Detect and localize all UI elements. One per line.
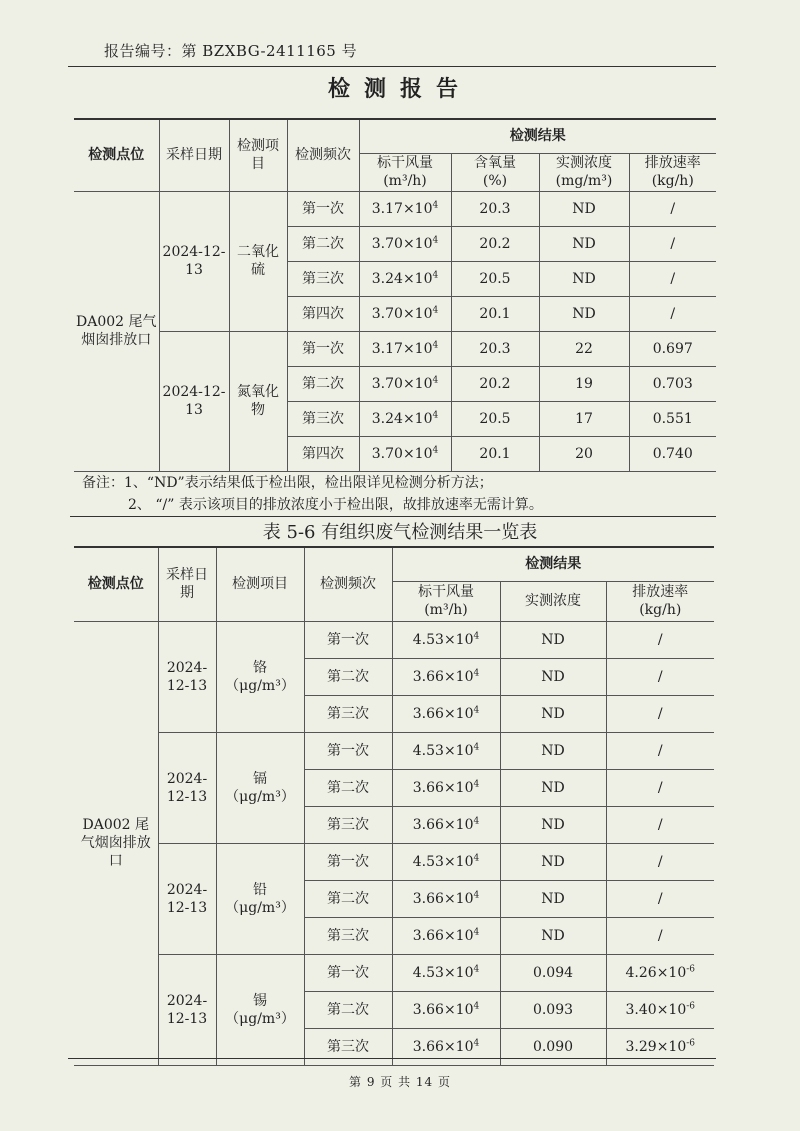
flow-cell: $3.70\times 10^4$ bbox=[359, 296, 451, 331]
frequency-cell: 第三次 bbox=[304, 917, 392, 954]
table-caption: 表 5-6 有组织废气检测结果一览表 bbox=[262, 522, 538, 543]
header-rule bbox=[68, 66, 716, 67]
flow-cell: $3.66\times 10^4$ bbox=[392, 1028, 500, 1065]
item-cell: 镉 （μg/m³） bbox=[216, 732, 304, 843]
rate-cell: 0.697 bbox=[629, 331, 716, 366]
frequency-cell: 第三次 bbox=[304, 1028, 392, 1065]
header-oxygen-unit: (%) bbox=[482, 173, 508, 189]
header-rate bbox=[606, 581, 714, 621]
rate-cell: / bbox=[606, 880, 714, 917]
header-frequency: 检测频次 bbox=[287, 119, 359, 191]
flow-cell: $3.17\times 10^4$ bbox=[359, 331, 451, 366]
oxygen-cell: 20.5 bbox=[451, 401, 539, 436]
header-flow bbox=[392, 581, 500, 621]
rate-cell: / bbox=[606, 843, 714, 880]
rate-cell: / bbox=[629, 261, 716, 296]
date-cell: 2024-12-13 bbox=[159, 331, 229, 471]
flow-cell: $3.24\times 10^4$ bbox=[359, 401, 451, 436]
concentration-cell: ND bbox=[539, 261, 629, 296]
header-flow-label: 标干风量 bbox=[377, 155, 433, 171]
date-cell: 2024-12-13 bbox=[158, 843, 216, 954]
oxygen-cell: 20.1 bbox=[451, 296, 539, 331]
header-item: 检测项目 bbox=[229, 119, 287, 191]
frequency-cell: 第三次 bbox=[287, 261, 359, 296]
report-number: 报告编号：第 BZXBG-2411165 号 bbox=[104, 42, 358, 60]
header-results: 检测结果 bbox=[359, 119, 716, 153]
rate-cell: / bbox=[606, 732, 714, 769]
oxygen-cell: 20.2 bbox=[451, 366, 539, 401]
flow-cell: $3.70\times 10^4$ bbox=[359, 366, 451, 401]
flow-cell: $4.53\times 10^4$ bbox=[392, 621, 500, 658]
date-cell: 2024-12-13 bbox=[158, 954, 216, 1065]
frequency-cell: 第一次 bbox=[287, 191, 359, 226]
header-location: 检测点位 bbox=[74, 119, 159, 191]
header-frequency: 检测频次 bbox=[304, 547, 392, 621]
header-oxygen-label: 含氧量 bbox=[474, 155, 516, 171]
date-cell: 2024-12-13 bbox=[158, 621, 216, 732]
concentration-cell: ND bbox=[500, 769, 606, 806]
concentration-cell: ND bbox=[500, 621, 606, 658]
results-table-1 bbox=[74, 118, 716, 472]
frequency-cell: 第三次 bbox=[304, 806, 392, 843]
concentration-cell: ND bbox=[500, 658, 606, 695]
concentration-cell: ND bbox=[500, 917, 606, 954]
oxygen-cell: 20.1 bbox=[451, 436, 539, 471]
date-cell: 2024-12-13 bbox=[159, 191, 229, 331]
rate-cell: 0.703 bbox=[629, 366, 716, 401]
frequency-cell: 第四次 bbox=[287, 436, 359, 471]
concentration-cell: 0.093 bbox=[500, 991, 606, 1028]
frequency-cell: 第二次 bbox=[304, 880, 392, 917]
frequency-cell: 第二次 bbox=[304, 769, 392, 806]
concentration-cell: ND bbox=[500, 880, 606, 917]
item-cell: 铅 （μg/m³） bbox=[216, 843, 304, 954]
flow-cell: $3.66\times 10^4$ bbox=[392, 917, 500, 954]
rate-cell: / bbox=[606, 658, 714, 695]
rate-cell: / bbox=[606, 695, 714, 732]
note-line-2: 2、 “/” 表示该项目的排放浓度小于检出限，故排放速率无需计算。 bbox=[128, 497, 543, 513]
item-cell: 二氧化硫 bbox=[229, 191, 287, 331]
rate-cell: $3.29\times 10^{-6}$ bbox=[606, 1028, 714, 1065]
footer-rule bbox=[68, 1058, 716, 1059]
flow-cell: $3.66\times 10^4$ bbox=[392, 658, 500, 695]
concentration-cell: ND bbox=[539, 191, 629, 226]
frequency-cell: 第一次 bbox=[304, 954, 392, 991]
flow-cell: $3.66\times 10^4$ bbox=[392, 695, 500, 732]
table-row bbox=[74, 843, 714, 880]
concentration-cell: 0.094 bbox=[500, 954, 606, 991]
oxygen-cell: 20.3 bbox=[451, 191, 539, 226]
frequency-cell: 第三次 bbox=[304, 695, 392, 732]
oxygen-cell: 20.2 bbox=[451, 226, 539, 261]
header-rate-label: 排放速率 bbox=[632, 584, 689, 600]
rate-cell: / bbox=[606, 769, 714, 806]
header-flow bbox=[359, 153, 451, 191]
header-flow-unit: (m³/h) bbox=[383, 173, 427, 189]
concentration-cell: ND bbox=[539, 226, 629, 261]
header-conc-unit: (mg/m³) bbox=[555, 173, 613, 189]
flow-cell: $3.66\times 10^4$ bbox=[392, 880, 500, 917]
rate-cell: 0.551 bbox=[629, 401, 716, 436]
results-table-2 bbox=[74, 546, 714, 1066]
table-row bbox=[74, 331, 716, 366]
rate-cell: / bbox=[629, 226, 716, 261]
flow-cell: $3.17\times 10^4$ bbox=[359, 191, 451, 226]
item-cell: 铬 （μg/m³） bbox=[216, 621, 304, 732]
frequency-cell: 第一次 bbox=[304, 732, 392, 769]
rate-cell: / bbox=[606, 806, 714, 843]
header-item: 检测项目 bbox=[216, 547, 304, 621]
flow-cell: $3.66\times 10^4$ bbox=[392, 769, 500, 806]
table-row bbox=[74, 732, 714, 769]
header-oxygen bbox=[451, 153, 539, 191]
concentration-cell: 19 bbox=[539, 366, 629, 401]
rate-cell: / bbox=[606, 917, 714, 954]
frequency-cell: 第一次 bbox=[304, 843, 392, 880]
flow-cell: $4.53\times 10^4$ bbox=[392, 954, 500, 991]
header-flow-unit: (m³/h) bbox=[424, 602, 468, 618]
location-cell: DA002 尾气烟囱排放口 bbox=[74, 621, 158, 1065]
header-location: 检测点位 bbox=[74, 547, 158, 621]
header-rate-unit: (kg/h) bbox=[651, 173, 694, 189]
rate-cell: / bbox=[629, 296, 716, 331]
flow-cell: $4.53\times 10^4$ bbox=[392, 732, 500, 769]
header-flow-label: 标干风量 bbox=[418, 584, 474, 600]
item-cell: 氮氧化物 bbox=[229, 331, 287, 471]
table-row bbox=[74, 954, 714, 991]
flow-cell: $3.24\times 10^4$ bbox=[359, 261, 451, 296]
frequency-cell: 第一次 bbox=[304, 621, 392, 658]
header-rate-unit: (kg/h) bbox=[639, 602, 682, 618]
rate-cell: $4.26\times 10^{-6}$ bbox=[606, 954, 714, 991]
header-results: 检测结果 bbox=[392, 547, 714, 581]
concentration-cell: ND bbox=[500, 843, 606, 880]
rate-cell: $3.40\times 10^{-6}$ bbox=[606, 991, 714, 1028]
page-number: 第 9 页 共 14 页 bbox=[349, 1075, 451, 1089]
table-row bbox=[74, 191, 716, 226]
header-conc-label: 实测浓度 bbox=[556, 155, 612, 171]
note-line-1: 备注：1、“ND”表示结果低于检出限，检出限详见检测分析方法； bbox=[82, 475, 493, 491]
header-rate-label: 排放速率 bbox=[644, 155, 701, 171]
frequency-cell: 第二次 bbox=[304, 991, 392, 1028]
header-concentration bbox=[539, 153, 629, 191]
rate-cell: 0.740 bbox=[629, 436, 716, 471]
flow-cell: $4.53\times 10^4$ bbox=[392, 843, 500, 880]
frequency-cell: 第一次 bbox=[287, 331, 359, 366]
concentration-cell: ND bbox=[539, 296, 629, 331]
flow-cell: $3.66\times 10^4$ bbox=[392, 806, 500, 843]
rate-cell: / bbox=[629, 191, 716, 226]
header-date: 采样日期 bbox=[159, 119, 229, 191]
oxygen-cell: 20.5 bbox=[451, 261, 539, 296]
concentration-cell: 20 bbox=[539, 436, 629, 471]
concentration-cell: 22 bbox=[539, 331, 629, 366]
frequency-cell: 第四次 bbox=[287, 296, 359, 331]
flow-cell: $3.70\times 10^4$ bbox=[359, 436, 451, 471]
table-notes bbox=[82, 472, 543, 516]
frequency-cell: 第二次 bbox=[287, 366, 359, 401]
rate-cell: / bbox=[606, 621, 714, 658]
header-date: 采样日期 bbox=[158, 547, 216, 621]
flow-cell: $3.70\times 10^4$ bbox=[359, 226, 451, 261]
table-row bbox=[74, 621, 714, 658]
frequency-cell: 第二次 bbox=[287, 226, 359, 261]
date-cell: 2024-12-13 bbox=[158, 732, 216, 843]
item-cell: 锡 （μg/m³） bbox=[216, 954, 304, 1065]
header-rate bbox=[629, 153, 716, 191]
frequency-cell: 第三次 bbox=[287, 401, 359, 436]
concentration-cell: ND bbox=[500, 695, 606, 732]
concentration-cell: ND bbox=[500, 732, 606, 769]
header-concentration: 实测浓度 bbox=[500, 581, 606, 621]
section-rule bbox=[70, 516, 716, 517]
frequency-cell: 第二次 bbox=[304, 658, 392, 695]
flow-cell: $3.66\times 10^4$ bbox=[392, 991, 500, 1028]
page-title: 检测报告 bbox=[327, 76, 472, 102]
concentration-cell: 0.090 bbox=[500, 1028, 606, 1065]
location-cell: DA002 尾气烟囱排放口 bbox=[74, 191, 159, 471]
oxygen-cell: 20.3 bbox=[451, 331, 539, 366]
concentration-cell: 17 bbox=[539, 401, 629, 436]
concentration-cell: ND bbox=[500, 806, 606, 843]
